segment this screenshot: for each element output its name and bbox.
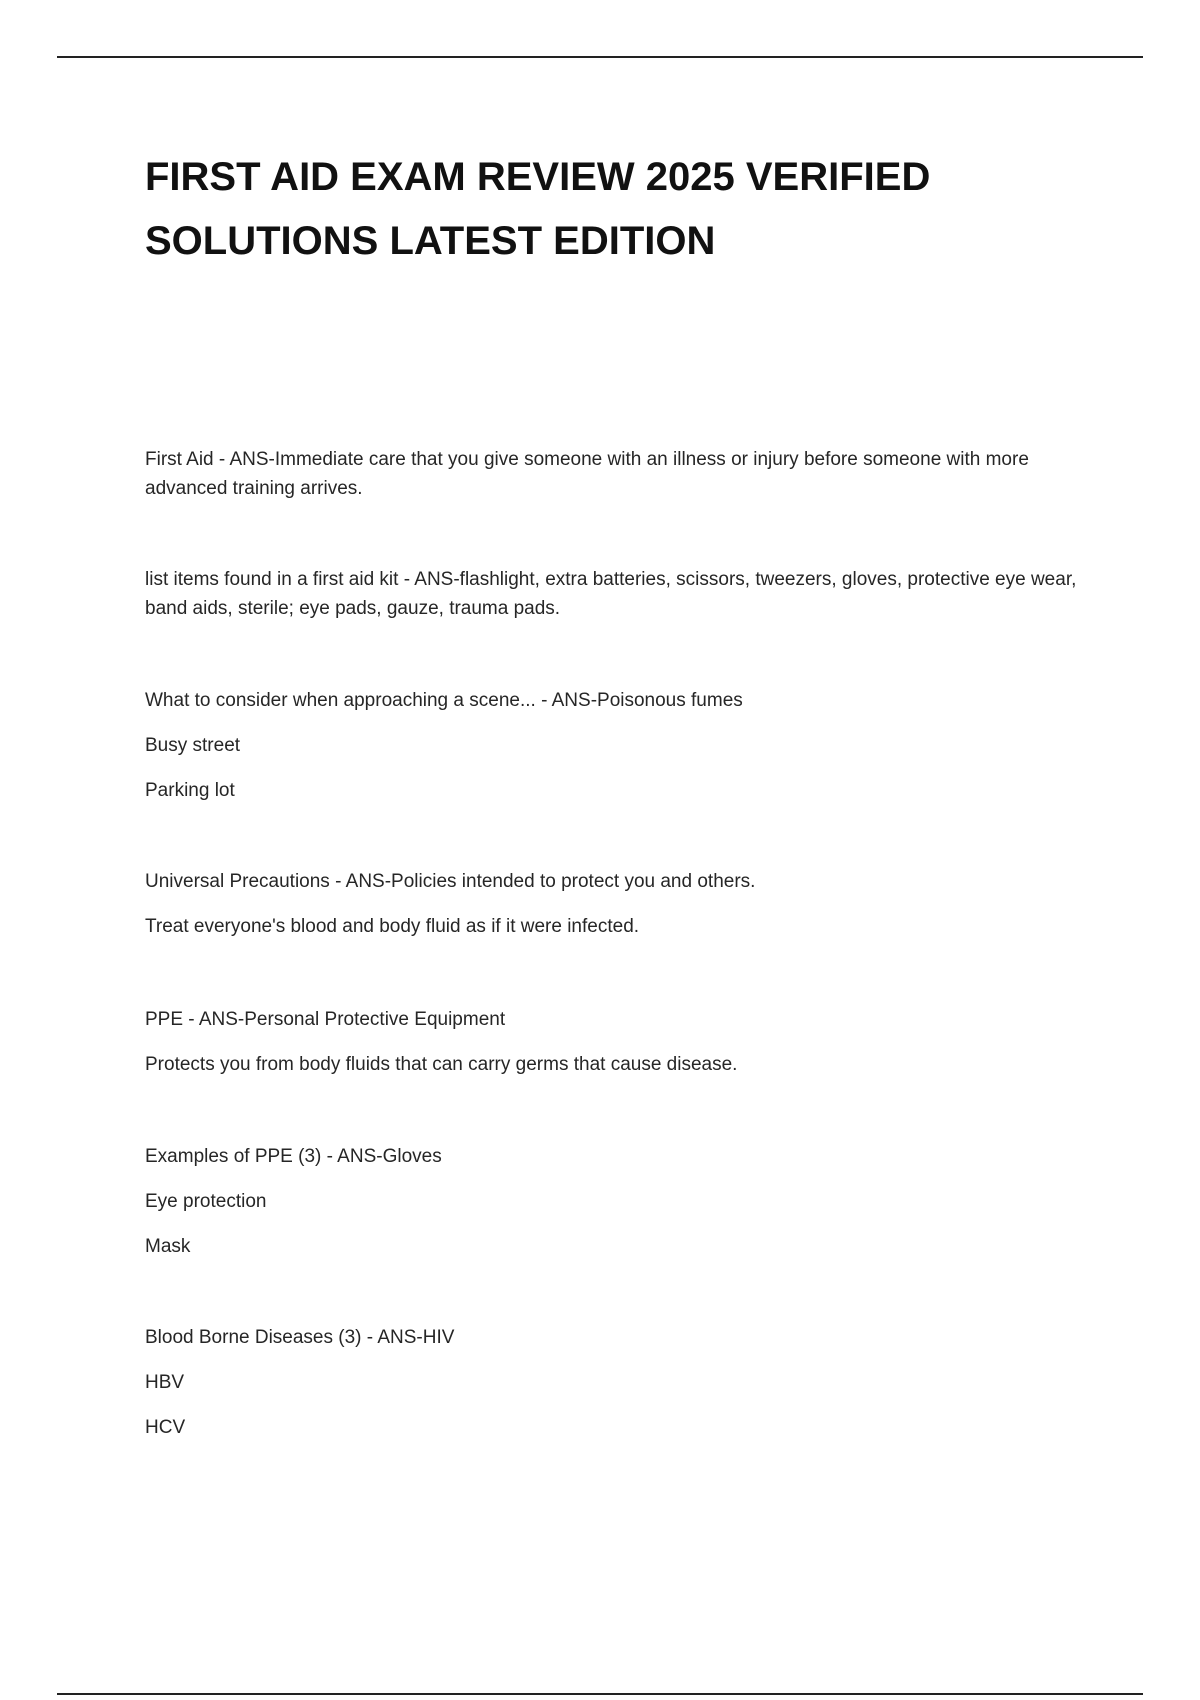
qa-line: list items found in a first aid kit - ANS-flashlight, extra batteries, scissors, tweezers, gloves, protective eye wear, band aids, sterile; eye pads, gauze, trauma pads. — [145, 569, 1077, 619]
qa-item-ppe-examples — [145, 1142, 1095, 1261]
qa-line: Mask — [145, 1236, 191, 1257]
qa-line: Blood Borne Diseases (3) - ANS-HIV — [145, 1327, 455, 1348]
qa-item-first-aid — [145, 445, 1095, 503]
qa-line: PPE - ANS-Personal Protective Equipment — [145, 1009, 506, 1030]
qa-line: First Aid - ANS-Immediate care that you give someone with an illness or injury before someone with more advanced training arrives. — [145, 449, 1029, 499]
document-title: FIRST AID EXAM REVIEW 2025 VERIFIED SOLUTIONS LATEST EDITION — [145, 155, 931, 263]
qa-item-universal-precautions — [145, 867, 1095, 941]
bottom-rule — [57, 1693, 1143, 1695]
qa-line: Parking lot — [145, 780, 235, 801]
qa-item-ppe — [145, 1005, 1095, 1079]
qa-line: Eye protection — [145, 1191, 267, 1212]
qa-line: Busy street — [145, 735, 241, 756]
qa-line: Treat everyone's blood and body fluid as if it were infected. — [145, 916, 640, 937]
qa-line: Examples of PPE (3) - ANS-Gloves — [145, 1146, 442, 1167]
qa-item-approaching-scene — [145, 686, 1095, 805]
qa-line: Universal Precautions - ANS-Policies intended to protect you and others. — [145, 871, 756, 892]
top-rule — [57, 56, 1143, 58]
qa-item-first-aid-kit — [145, 565, 1095, 623]
qa-line: HBV — [145, 1372, 185, 1393]
qa-line: HCV — [145, 1417, 186, 1438]
qa-item-blood-borne-diseases — [145, 1323, 1095, 1442]
qa-line: Protects you from body fluids that can carry germs that cause disease. — [145, 1054, 738, 1075]
qa-line: What to consider when approaching a scene... - ANS-Poisonous fumes — [145, 690, 743, 711]
